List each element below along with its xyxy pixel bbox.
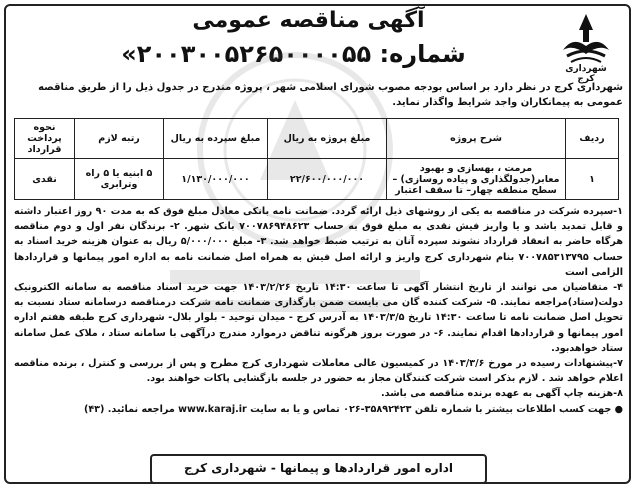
cell-deposit-amount: ۱/۱۳۰/۰۰۰/۰۰۰ [164,159,268,200]
tender-number: شماره: ۲۰۰۳۰۰۵۲۶۵۰۰۰۰۵۵» [121,40,466,68]
table-header-row [15,119,619,159]
intro-paragraph: شهرداری کرج در نظر دارد بر اساس بودجه مصوب شورای اسلامی شهر ، پروژه مندرج در جدول ذیل را از طریق مناقصه عمومی به پیمانکاران واجد شرایط واگذار نماید. [38,82,623,108]
col-project-amount: مبلغ پروژه به ریال [268,119,387,159]
table-row [15,159,619,200]
condition-paragraph: ۷-پیشنهادات رسیده در مورخ ۱۴۰۳/۳/۶ در کمیسیون عالی معاملات شهرداری کرج مطرح و پس از بررسی و کنترل ، برنده مناقصه اعلام خواهد شد . لازم بذکر است شرکت کنندگان مجاز به حضور در جلسه بازگشایی پاکات خواهند بود. [14,358,624,385]
cell-project-description: مرمت ، بهسازی و بهبود معابر(جدولگذاری و پیاده روسازی) – سطح منطقه چهار– تا سقف اعتبار [387,159,566,200]
cell-project-amount: ۲۲/۶۰۰/۰۰۰/۰۰۰ [268,159,387,200]
cell-row-number: ۱ [566,159,619,200]
col-required-rank: رتبه لازم [75,119,164,159]
cell-required-rank: ۵ ابنیه یا ۵ راه وترابری [75,159,164,200]
logo-caption: شهرداری کرج [565,64,607,84]
cell-payment-method: نقدی [15,159,75,200]
col-project-description: شرح پروژه [387,119,566,159]
conditions-text [14,204,623,417]
condition-paragraph: ۴- متقاضیان می توانند از تاریخ انتشار آگهی تا ساعت ۱۴:۳۰ تاریخ ۱۴۰۳/۲/۲۶ جهت خرید اسناد مناقصه به سامانه الکترونیک دولت(ستاد)مراجعه نمایند. ۵- شرکت کننده گان می بایست ضمن بارگذاری ضمانت نامه شرکت درمناقصه درسامانه ستاد نسبت به تحویل اصل ضمانت نامه تا ساعت ۱۴:۳۰ تاریخ ۱۴۰۳/۳/۵ به آدرس کرج - میدان توحید - بلوار بلال- شهرداری کرج طبقه هفتم اداره امور پیمانها و قراردادها اقدام نمایند. ۶- در صورت بروز هرگونه تناقض درموارد مندرج درآگهی با سامانه ستاد ، ملاک عمل سامانه ستاد خواهدبود. [14,282,624,354]
condition-paragraph: ۱-سپرده شرکت در مناقصه به یکی از روشهای ذیل ارائه گردد. ضمانت نامه بانکی معادل مبلغ فوق که به مدت ۹۰ روز اعتبار داشته و قابل تمدید باشد و یا واریز فیش نقدی به مبلغ فوق به حساب ۷۰۰۷۸۶۹۴۸۶۲۳ بانک شهر. ۲- برندگان نفر اول و دوم مناقصه هرگاه حاضر به انعقاد قرارداد نشوند سپرده آنان به ترتیب ضبط خواهد شد. ۳- مبلغ ۵/۰۰۰/۰۰۰ ریال به عنوان هزینه خرید اسناد به حساب ۷۰۰۷۸۵۳۱۳۷۹۵ بنام شهرداری کرج واریز و ارائه اصل فیش به همراه اصل ضمانت نامه به اداره امور پیمانها و قراردادها الزامی است [14,206,624,278]
contact-paragraph: ● جهت کسب اطلاعات بیشتر با شماره تلفن ۳۵۸۹۲۴۲۳-۰۲۶ تماس و یا به سایت www.karaj.ir مراجعه نمائید. (۴۳) [83,403,623,415]
col-deposit-amount: مبلغ سپرده به ریال [164,119,268,159]
ad-header [10,8,627,84]
col-row-number: ردیف [566,119,619,159]
projects-table [14,118,619,200]
condition-paragraph: ۸-هزینه چاپ آگهی به عهده برنده مناقصه می باشد. [381,388,623,400]
ad-title: آگهی مناقصه عمومی [192,8,425,33]
footer-signature: اداره امور قراردادها و پیمانها - شهرداری کرج [150,454,487,484]
col-payment-method: نحوه پرداخت قرارداد [15,119,75,159]
